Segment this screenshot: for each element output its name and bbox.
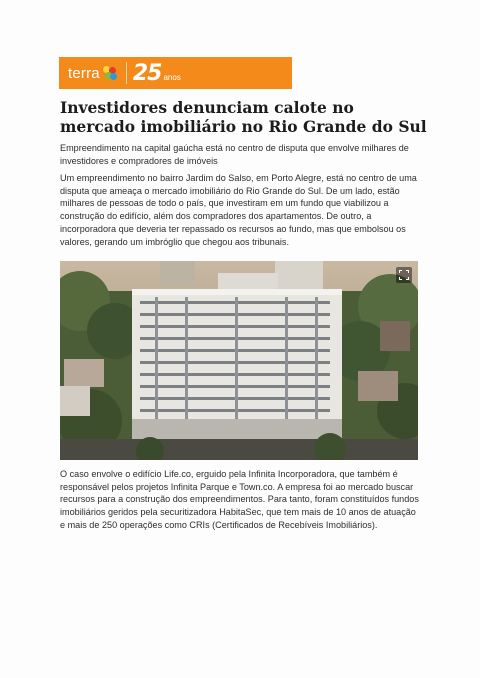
- article-headline: Investidores denunciam calote no mercado imobiliário no Rio Grande do Sul: [60, 98, 427, 136]
- expand-icon[interactable]: [396, 267, 412, 283]
- anniversary-number: 25: [132, 60, 162, 86]
- building-aerial-photo: [60, 261, 418, 460]
- anniversary-word: anos: [163, 73, 181, 82]
- header-divider: [126, 62, 127, 84]
- article-photo: [60, 261, 418, 460]
- terra-header-banner: [59, 57, 292, 89]
- terra-logo-text: terra: [68, 64, 100, 82]
- terra-logo-mark: [103, 66, 117, 80]
- article-paragraph: O caso envolve o edifício Life.co, erguido pela Infinita Incorporadora, que também é responsável pelos projetos Infinita Parque e Town.co. A empresa foi ao mercado buscar recursos para a construção dos empreendimentos. Para tanto, foram constituídos fundos imobiliários geridos pela securitizadora HabitaSec, que tem mais de 10 anos de atuação e mais de 250 operações como CRIs (Certificados de Recebíveis Imobiliários).: [60, 469, 419, 530]
- article-paragraph: Um empreendimento no bairro Jardim do Salso, em Porto Alegre, está no centro de uma disputa que ameaça o mercado imobiliário do Rio Grande do Sul. De um lado, estão milhares de pessoas de todo o país, que investiram em um fundo que viabilizou a construção do edifício, além dos compradores dos apartamentos. De outro, a incorporadora que deveria ter repassado os recursos ao fundo, mas que embolsou os valores, gerando um imbróglio que chegou aos tribunais.: [60, 173, 417, 247]
- article-subheadline: Empreendimento na capital gaúcha está no centro de disputa que envolve milhares de investidores e compradores de imóveis: [60, 143, 409, 166]
